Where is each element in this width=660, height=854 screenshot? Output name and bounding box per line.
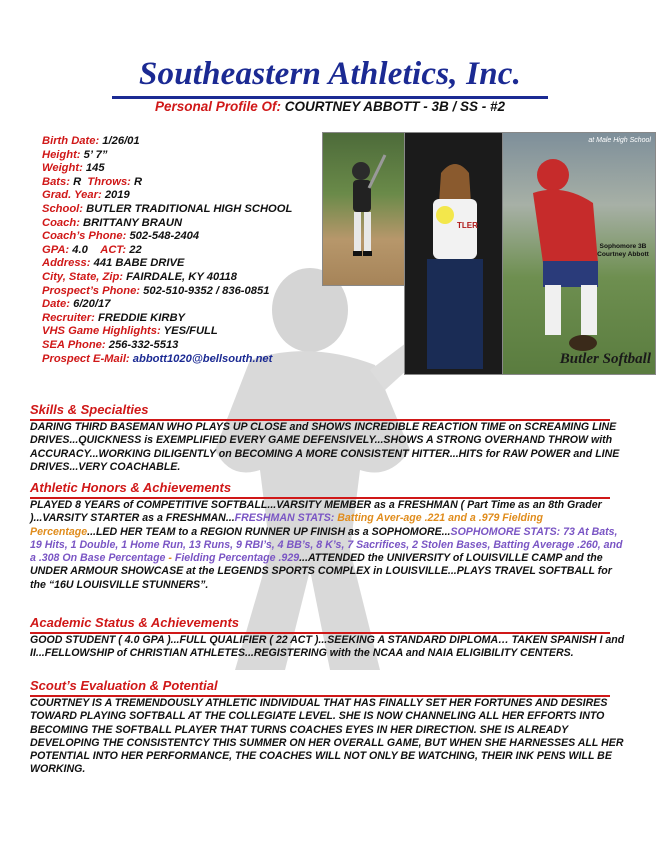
section-skills-title: Skills & Specialties bbox=[30, 403, 610, 421]
section-honors-title: Athletic Honors & Achievements bbox=[30, 481, 610, 499]
section-academic-body: GOOD STUDENT ( 4.0 GPA )...FULL QUALIFIER ( 22 ACT )...SEEKING A STANDARD DIPLOMA… TAKEN SPANISH I and II...FELLOWSHIP of CHRISTIAN ATHLETES...REGISTERING with the NCAA and NAIA ELIGIBILITY CENTERS. bbox=[30, 634, 625, 660]
detail-sea-phone: SEA Phone: 256-332-5513 bbox=[42, 338, 179, 351]
detail-prospect-email: Prospect E-Mail: abbott1020@bellsouth.net bbox=[42, 352, 273, 365]
svg-text:TLER: TLER bbox=[457, 221, 478, 230]
detail-vhs-highlights: VHS Game Highlights: YES/FULL bbox=[42, 325, 218, 338]
detail-birth-date: Birth Date: 1/26/01 bbox=[42, 135, 140, 147]
detail-date: Date: 6/20/17 bbox=[42, 298, 111, 311]
brand-title: Southeastern Athletics, Inc. bbox=[138, 56, 522, 92]
sophomore-stats-label: SOPHOMORE STATS: bbox=[450, 525, 561, 538]
profile-label: Personal Profile Of: bbox=[154, 99, 281, 114]
player-photo-batting bbox=[322, 132, 406, 286]
profile-heading bbox=[0, 99, 660, 114]
sophomore-stats: 73 At Bats, 19 Hits, 1 Double, 1 Home Run, 13 Runs, 9 RBI’s, 4 BB’s, 8 K’s, 7 Sacrifices, 2 Stolen Bases, Batting Average .260, and a .308 On Base Percentage bbox=[30, 525, 623, 565]
freshman-stats-label: FRESHMAN STATS: bbox=[234, 512, 335, 525]
batter-figure-icon bbox=[323, 133, 405, 285]
sophomore-fielding: Fielding Percentage .929 bbox=[174, 552, 300, 565]
detail-coach-phone: Coach’s Phone: 502-548-2404 bbox=[42, 230, 200, 243]
section-honors-body: PLAYED 8 YEARS of COMPETITIVE SOFTBALL...VARSITY MEMBER as a FRESHMAN ( Part Time as an 8th Grader )...VARSITY STARTER as a FRESHMAN...FRESHMAN STATS: Batting Aver-age .221 and a .979 Fielding Percentage...LED HER TEAM to a REGION RUNNER UP FINISH as a SOPHOMORE...SOPHOMORE STATS: 73 At Bats, 19 Hits, 1 Double, 1 Home Run, 13 Runs, 9 RBI’s, 4 BB’s, 8 K’s, 7 Sacrifices, 2 Stolen Bases, Batting Average .260, and a .308 On Base Percentage - Fielding Percentage .929...ATTENDED the UNIVERSITY of LOUISVILLE CAMP and the UNDER ARMOUR SHOWCASE at the LEGENDS SPORTS COMPLEX in LOUISVILLE...PLAYS TRAVEL SOFTBALL for the “16U LOUISVILLE STUNNERS”. bbox=[30, 499, 623, 591]
detail-gpa-act: GPA: 4.0 ACT: 22 bbox=[42, 243, 142, 256]
profile-name: COURTNEY ABBOTT - 3B / SS - #2 bbox=[284, 99, 506, 114]
detail-height: Height: 5’ 7” bbox=[42, 148, 108, 161]
detail-coach: Coach: BRITTANY BRAUN bbox=[42, 216, 183, 229]
detail-grad-year: Grad. Year: 2019 bbox=[42, 189, 130, 202]
photo-signature: Butler Softball bbox=[559, 351, 651, 367]
photo-caption-location: at Male High School bbox=[588, 137, 651, 144]
player-photo-fielding bbox=[502, 132, 656, 375]
section-scout-title: Scout’s Evaluation & Potential bbox=[30, 679, 610, 697]
detail-recruiter: Recruiter: FREDDIE KIRBY bbox=[42, 311, 185, 324]
section-academic-title: Academic Status & Achievements bbox=[30, 616, 610, 634]
section-scout-body: COURTNEY IS A TREMENDOUSLY ATHLETIC INDIVIDUAL THAT HAS FINALLY SET HER FORTUNES AND DESIRES TOWARD PLAYING SOFTBALL AT THE COLLEGIATE LEVEL. SHE IS NOW CHANNELING ALL HER EFFORTS INTO BECOMING THE SOFTBALL PLAYER THAT TURNS COACHES EYES IN HER DIRECTION. SHE IS ALREADY DEVELOPING THE CONSISTENTCY THIS SUMMER ON HER OVERALL GAME, BUT WHEN SHE HARNESSES ALL HER POTENTIAL INTO HER PERFORMANCE, THE COACHES WILL NOT ONLY BE WATCHING, THEIR INK PENS WILL BE WORKING. bbox=[30, 697, 624, 776]
section-skills-body: DARING THIRD BASEMAN WHO PLAYS UP CLOSE and SHOWS INCREDIBLE REACTION TIME on SCREAMING LINE DRIVES...QUICKNESS is EXEMPLIFIED EVERY GAME DEFENSIVELY...SHOWS A STRONG OVERHAND THROW with ACCURACY...WORKING DILIGENTLY on BECOMING A MORE CONSISTENT HITTER...HITS for RAW POWER and LINE DRIVES...VERY COACHABLE. bbox=[30, 421, 620, 473]
freshman-stats: Batting Aver-age .221 and a .979 Fielding Percentage bbox=[30, 512, 543, 538]
detail-bats-throws: Bats: R Throws: R bbox=[42, 175, 143, 188]
detail-school: School: BUTLER TRADITIONAL HIGH SCHOOL bbox=[42, 202, 293, 215]
player-photo-portrait bbox=[404, 132, 504, 375]
detail-city-state-zip: City, State, Zip: FAIRDALE, KY 40118 bbox=[42, 270, 238, 283]
detail-weight: Weight: 145 bbox=[42, 162, 105, 175]
photo-caption-player: Sophomore 3B Courtney Abbott bbox=[597, 243, 649, 258]
detail-prospect-phone: Prospect’s Phone: 502-510-9352 / 836-0851 bbox=[42, 284, 270, 297]
detail-address: Address: 441 BABE DRIVE bbox=[42, 257, 185, 270]
player-details bbox=[42, 135, 332, 366]
portrait-figure-icon bbox=[405, 133, 503, 374]
